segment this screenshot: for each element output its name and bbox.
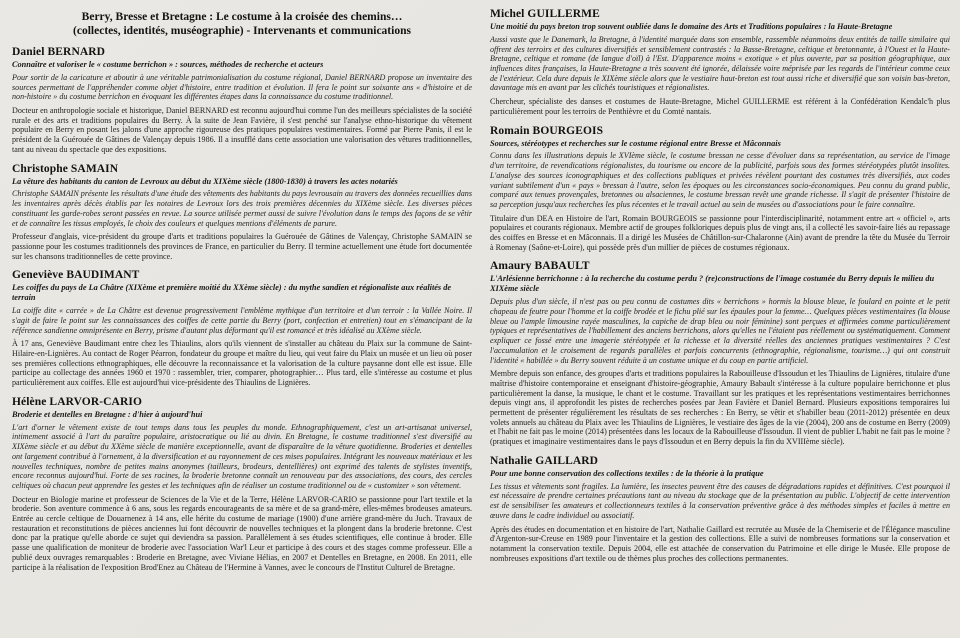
talk-abstract: Christophe SAMAIN présente les résultats d'une étude des vêtements des habitants du pays levrousain au travers des données recueillies dans les inventaires après décès établis par les notaires de Levroux lors des trois premières décennies du XIXème siècle. Les diverses pièces constituant les garde-robes seront passées en revue. La source utilisée permet aussi de suivre l'évolution dans le temps des façons de se vêtir et de connaître les tissus employés, le choix des couleurs et quelques mentions d'éléments de parure.	[12, 189, 472, 228]
talk-abstract: Les tissus et vêtements sont fragiles. La lumière, les insectes peuvent être des causes de dégradations rapides et définitives. C'est pourquoi il est nécessaire de prendre certaines précautions tant au niveau du stockage que de la présentation au public. L'objectif de cette intervention est de sensibiliser les amateurs et collectionneurs textiles à la conservation préventive grâce à des méthodes simples et faciles à mettre en œuvre dans le cadre individuel ou associatif.	[490, 481, 950, 520]
talk-title: Pour une bonne conservation des collections textiles : de la théorie à la pratique	[490, 468, 764, 478]
speaker-bio: Professeur d'anglais, vice-président du groupe d'arts et traditions populaires la Guérouée de Gâtines de Valençay, Christophe SAMAIN se passionne pour les costumes traditionnels des provinces de France, en particulier du Berry. Il termine actuellement une étude fort documentée sur les chansons traditionnelles de cette province.	[12, 232, 472, 261]
section-helene-larvor-cario	[12, 396, 472, 572]
left-column	[12, 8, 472, 632]
talk-abstract: L'art d'orner le vêtement existe de tout temps dans tous les peuples du monde. Ethnographiquement, c'est un art-artisanat universel, intimement associé à l'art du paraître populaire, aristocratique ou lié au divin. En Bretagne, le costume traditionnel s'est diversifié au XIXème siècle et au début du XXème siècle de manière exceptionnelle, avant de disparaître de la vêture quotidienne. Broderies et dentelles ont largement contribué à l'ornement, à la diversification et au rayonnement de ces mises populaires. Intégrant les nouveaux matériaux et les nouvelles techniques, nombre de petites mains anonymes (tailleurs, brodeurs, dentellières) ont exprimé des talents de stylistes inventifs, encore reconnus aujourd'hui. Forte de ses racines, la broderie bretonne connaît un renouveau par des associations, des cours, des cercles celtiques où chacun peut apprendre les gestes et les techniques afin de réaliser un costume traditionnel ou de « customizer » son vêtement.	[12, 422, 472, 490]
talk-title: L'Arlésienne berrichonne : à la recherche du costume perdu ? (re)constructions de l'image costumée du Berry depuis le milieu du XIXème siècle	[490, 274, 935, 294]
speaker-bio: Chercheur, spécialiste des danses et costumes de Haute-Bretagne, Michel GUILLERME est référent à la Confédération Kendalc'h plus particulièrement pour les terroirs de Penthièvre et du Comté nantais.	[490, 97, 950, 116]
speaker-bio: Après des études en documentation et en histoire de l'art, Nathalie Gaillard est recrutée au Musée de la Chemiserie et de l'Élégance masculine d'Argenton-sur-Creuse en 1989 pour l'inventaire et la gestion des collections. Elle a suivi de nombreuses formations sur la conservation et notamment la conservation textile. Depuis 2004, elle est attachée de conservation du Patrimoine et elle dirige le Musée. Elle propose de nombreuses expositions d'art textile ou de thèmes plus proches des collections permanentes.	[490, 524, 950, 563]
talk-title: La vêture des habitants du canton de Levroux au début du XIXème siècle (1800-1830) à travers les actes notariés	[12, 176, 398, 186]
talk-title: Connaître et valoriser le « costume berrichon » : sources, méthodes de recherche et acteurs	[12, 60, 324, 69]
speaker-bio: Docteur en anthropologie sociale et historique, Daniel BERNARD est reconnu aujourd'hui comme l'un des meilleurs spécialistes de la société rurale et des arts et traditions populaires du Berry. À la suite de Jean Favière, il s'est penché sur l'analyse ethno-historique du vêtement populaire en Berry en posant les jalons d'une approche rigoureuse des pratiques populaires vestimentaires. Formé par Pierre Panis, il est le président de la Guérouée de Gâtines de Valençay depuis 1986. Il a insufflé dans cette association une valorisation des vêtures traditionnelles, tant au niveau du spectacle que des expositions.	[12, 106, 472, 154]
speaker-name: Daniel BERNARD	[12, 46, 106, 58]
speaker-name: Nathalie GAILLARD	[490, 454, 599, 467]
section-christophe-samain	[12, 163, 472, 262]
speaker-name: Michel GUILLERME	[490, 8, 600, 20]
speaker-bio: À 17 ans, Geneviève Baudimant entre chez les Thiaulins, alors qu'ils viennent de s'installer au château du Plaix sur la commune de Saint-Hilaire-en-Lignières. Au contact de Roger Péarron, fondateur du groupe et maître du lieu, qui veut faire du Plaix un musée et un lieu où poser ses premières collections ethnographiques, elle découvre la reconnaissance et la valorisation de la culture paysanne dont elle est issue. Elle participe au collectage des années 1960 et 1970 : rassembler, trier, comparer, photographier… Plus tard, elle s'intéresse au costume et plus particulièrement aux coiffes. Elle est aujourd'hui vice-présidente des Thiaulins de Lignières.	[12, 339, 472, 388]
right-column	[490, 8, 950, 632]
speaker-name: Romain BOURGEOIS	[490, 124, 604, 137]
talk-title: Les coiffes du pays de La Châtre (XIXème et première moitié du XXème siècle) : du mythe sandien et régionaliste aux réalités de terrain	[12, 283, 452, 303]
section-daniel-bernard	[12, 46, 472, 155]
speaker-name: Hélène LARVOR-CARIO	[12, 395, 142, 408]
section-nathalie-gaillard	[490, 455, 950, 564]
speaker-bio: Docteur en Biologie marine et professeur de Sciences de la Vie et de la Terre, Hélène LARVOR-CARIO se passionne pour l'art textile et la broderie. Son aventure commence à 6 ans, sous les regards encourageants de sa mère et de sa grand-mère, elles-mêmes brodeuses amateurs. Entrée au cercle celtique de Douarnenez à 14 ans, elle hérite du costume de mariage (1900) d'une arrière grand-mère du Juch. Travaux de restauration et reconstitutions de pièces anciennes lui font découvrir de nouvelles techniques et la plongent dans la broderie bretonne. C'est donc par la pratique qu'elle aborde ce sujet qui deviendra sa passion. Parallèlement à ses études scientifiques, elle continue à broder. Elle passe une qualification de moniteur de broderie avec l'association War'l Leur et participe à des cours et des stages comme professeur. Elle a publié deux ouvrages remarquables : Broderie en Bretagne, avec Viviane Hélias, en 2007 et Dentelles en Bretagne, en 2008. En 2011, elle participe à la réalisation de l'exposition Brod'Enez au Château de l'Hermine à Vannes, avec le concours de l'Institut Culturel de Bretagne.	[12, 494, 472, 572]
speaker-bio: Membre depuis son enfance, des groupes d'arts et traditions populaires la Rabouilleuse d'Issoudun et les Thiaulins de Lignières, titulaire d'une maîtrise d'histoire contemporaine et enseignant d'histoire-géographie, Amaury Babault s'intéresse à la culture populaire berrichonne et plus particulièrement la danse, la musique, le chant et le costume. Travaillant sur les pratiques et les représentations vestimentaires berrichonnes depuis vingt ans, il approfondit les pistes de recherches posées par Jean Favière et Daniel Bernard. Plusieurs expositions temporaires lui permettent de présenter régulièrement les résultats de ses recherches : En Berry, se vêtir et s'habiller beau (2011-2012) présentée en deux volets annuels au château du Plaix avec les Thiaulins de Lignières, le vestiaire des âges de la vie (2004), 200 ans de costume en Berry (2009) et l'habit ne fait pas le moine (2014) présentées dans les locaux de la Rabouilleuse d'Issoudun. Il vient de publier L'habit ne fait pas le moine ? (pratiques et imaginaire vestimentaires dans le pays d'Issoudun et en Berry depuis la fin du XVIIIème siècle).	[490, 369, 950, 447]
talk-abstract: Pour sortir de la caricature et aboutir à une véritable patrimonialisation du costume régional, Daniel BERNARD propose un inventaire des sources permettant de l'appréhender comme objet d'histoire, entre tradition et évolution. Il fera le point sur soixante ans « d'histoire et de non-histoire » du costume berrichon en évoquant les différentes étapes dans la connaissance du costume traditionnel.	[12, 72, 472, 102]
section-genevieve-baudimant	[12, 269, 472, 387]
speaker-name: Amaury BABAULT	[490, 260, 590, 273]
page-title-line1: Berry, Bresse et Bretagne : Le costume à la croisée des chemins…	[81, 11, 403, 23]
talk-abstract: Depuis plus d'un siècle, il n'est pas ou peu connu de costumes dits « berrichons » hormis la blouse bleue, le foulard en pointe et le petit chapeau de feutre pour l'homme et la coiffe brodée et le fichu plié sur les épaules pour la femme… Quelques pièces vestimentaires (la blouse bleue ou l'ample limousine rayée masculines, la capiche de drap bleu ou noir féminine) sont perçues et affirmées comme particulièrement typiques et représentatives de l'habillement des anciens berrichons, alors qu'elles ne l'étaient pas réellement ou systématiquement. Comment expliquer ce fossé entre une imagerie stéréotypée et la richesse et la diversité réelles des anciennes pratiques vestimentaires ? C'est l'accumulation et le croisement de regards parallèles et parfois concurrents (ethnographie, régionalisme, tourisme…) qui ont construit l'identité « habillée » du Berry souvent réduite à un costume unique et du coup en partie artificiel.	[490, 297, 950, 365]
speaker-name: Christophe SAMAIN	[12, 162, 119, 175]
page-title-line2: (collectes, identités, muséographie) - Intervenants et communications	[73, 25, 411, 37]
section-michel-guillerme	[490, 8, 950, 117]
talk-abstract: Aussi vaste que le Danemark, la Bretagne, à l'identité marquée dans son ensemble, rassemble néanmoins deux entités de taille similaire qui offrent des terroirs et des cultures diversifiés et sensiblement contrastés : la Basse-Bretagne, celtique et bretonnante, à l'Ouest et la Haute-Bretagne, celtique et romane (de langue d'oïl) à l'Est. D'apparence moins « exotique » et plus ouverte, par sa position géographique, aux influences dites françaises, la Haute-Bretagne a très souvent été ignorée, délaissée voire méprisée par les regards de l'intérieur comme ceux de l'extérieur. Cela dure depuis le XIXème siècle alors que le vestiaire haut-breton est tout aussi riche et diversifié que son voisin bas-breton, davantage mis en avant par les clichés touristiques et régionalistes.	[490, 34, 950, 93]
talk-abstract: La coiffe dite « carrée » de La Châtre est devenue progressivement l'emblème mythique d'un territoire et d'un terroir : la Vallée Noire. Il s'agit de faire le point sur les connaissances des coiffes de cette partie du Berry (port, confection et entretien) tout en s'émancipant de la référence sandienne omniprésente en Berry, prisme d'autant plus déformant qu'il est romancé et très idéalisé au XXème siècle.	[12, 306, 472, 335]
speaker-name: Geneviève BAUDIMANT	[12, 269, 140, 282]
speaker-bio: Titulaire d'un DEA en Histoire de l'art, Romain BOURGEOIS se passionne pour l'interdisciplinarité, notamment entre art « officiel », arts populaires et courants régionaux. Membre actif de groupes folkloriques depuis plus de vingt ans, il a collecté les savoir-faire liés au repassage des coiffes en Bresse et en Mâconnais. Il a dirigé les Musées de Châtillon-sur-Chalaronne (Ain) avant de prendre la tête du Musée du Terroir à Romenay (Saône-et-Loire), qui possède près d'un millier de pièces de costumes régionaux.	[490, 213, 950, 252]
talk-title: Sources, stéréotypes et recherches sur le costume régional entre Bresse et Mâconnais	[490, 138, 781, 148]
section-romain-bourgeois	[490, 125, 950, 253]
talk-abstract: Connu dans les illustrations depuis le XVIème siècle, le costume bressan ne cesse d'évoluer dans sa représentation, au service de l'image d'un territoire, de revendications régionalistes, du tourisme ou encore de la publicité, parfois sous des formes stéréotypées plutôt insolites. L'analyse des sources iconographiques et des collections publiques et privées révèlent pourtant des costumes très diversifiés, aux codes variant subtilement d'un « pays » bressan à l'autre, selon les époques ou les circonstances socio-économiques. Peu connu du grand public, comparé aux tenues provençales, bretonnes ou alsaciennes, le costume bressan revêt une grande richesse. Il s'agit de présenter l'histoire de sa perception jusqu'aux recherches les plus récentes et le travail actuel au sein de musées ou d'associations pour le faire connaître.	[490, 151, 950, 209]
section-amaury-babault	[490, 260, 950, 446]
talk-title: Une moitié du pays breton trop souvent oubliée dans le domaine des Arts et Traditions populaires : la Haute-Bretagne	[490, 22, 893, 31]
page-title	[18, 10, 466, 38]
talk-title: Broderie et dentelles en Bretagne : d'hier à aujourd'hui	[12, 409, 203, 419]
